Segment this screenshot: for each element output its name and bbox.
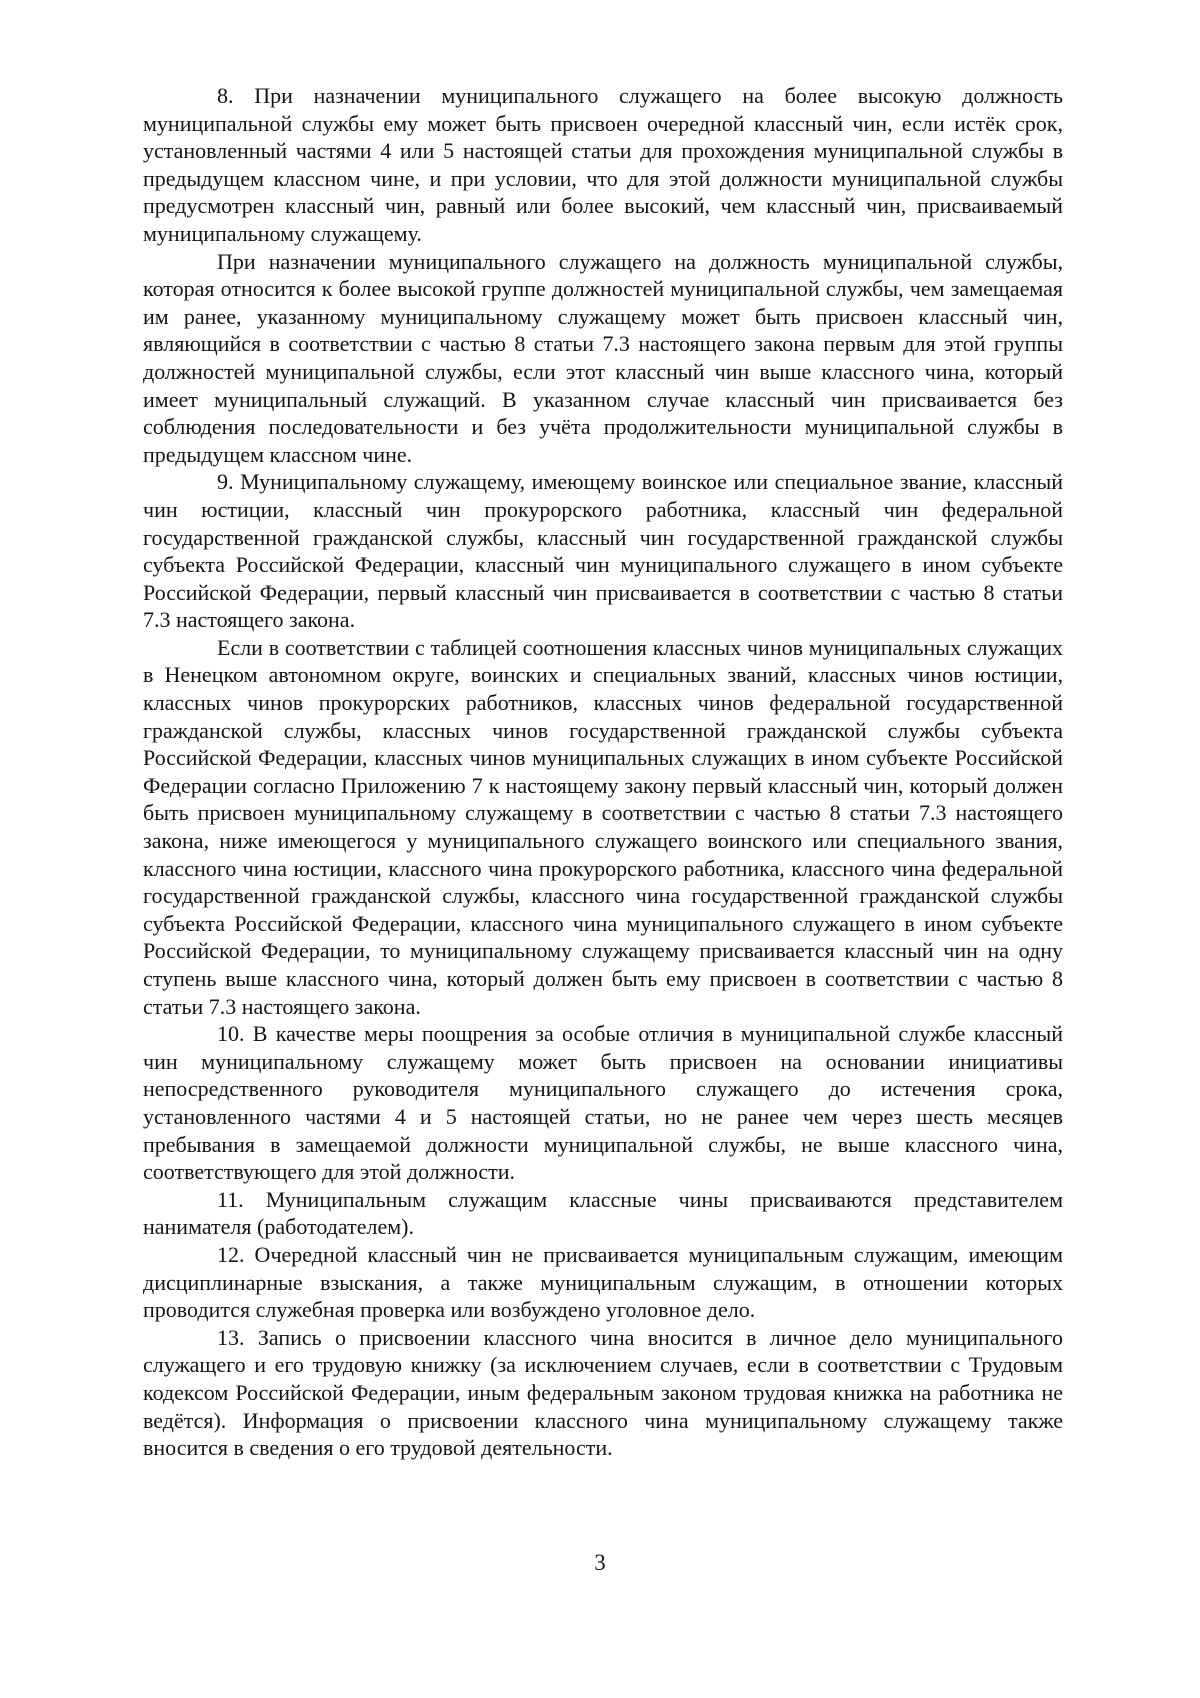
- page-number: 3: [594, 1550, 606, 1575]
- paragraph-8-continued: При назначении муниципального служащего на должность муниципальной службы, которая относится к более высокой группе должностей муниципальной службы, чем замещаемая им ранее, указанному муниципальному служащему может быть присвоен классный чин, являющийся в соответствии с частью 8 статьи 7.3 настоящего закона первым для этой группы должностей муниципальной службы, если этот классный чин выше классного чина, который имеет муниципальный служащий. В указанном случае классный чин присваивается без соблюдения последовательности и без учёта продолжительности муниципальной службы в предыдущем классном чине.: [143, 248, 1063, 467]
- paragraph-9: 9. Муниципальному служащему, имеющему воинское или специальное звание, классный чин юстиции, классный чин прокурорского работника, классный чин федеральной государственной гражданской службы, классный чин государственной гражданской службы субъекта Российской Федерации, классный чин муниципального служащего в ином субъекте Российской Федерации, первый классный чин присваивается в соответствии с частью 8 статьи 7.3 настоящего закона.: [143, 469, 1063, 633]
- paragraph-9-continued: Если в соответствии с таблицей соотношения классных чинов муниципальных служащих в Ненецком автономном округе, воинских и специальных званий, классных чинов юстиции, классных чинов прокурорских работников, классных чинов федеральной государственной гражданской службы, классных чинов государственной гражданской службы субъекта Российской Федерации, классных чинов муниципальных служащих в ином субъекте Российской Федерации согласно Приложению 7 к настоящему закону первый классный чин, который должен быть присвоен муниципальному служащему в соответствии с частью 8 статьи 7.3 настоящего закона, ниже имеющегося у муниципального служащего воинского или специального звания, классного чина юстиции, классного чина прокурорского работника, классного чина федеральной государственной гражданской службы, классного чина государственной гражданской службы субъекта Российской Федерации, классного чина муниципального служащего в ином субъекте Российской Федерации, то муниципальному служащему присваивается классный чин на одну ступень выше классного чина, который должен быть ему присвоен в соответствии с частью 8 статьи 7.3 настоящего закона.: [143, 634, 1063, 1019]
- paragraph-12: 12. Очередной классный чин не присваивается муниципальным служащим, имеющим дисциплинарные взыскания, а также муниципальным служащим, в отношении которых проводится служебная проверка или возбуждено уголовное дело.: [143, 1241, 1063, 1323]
- paragraph-11: 11. Муниципальным служащим классные чины присваиваются представителем нанимателя (работодателем).: [143, 1186, 1063, 1240]
- paragraph-10: 10. В качестве меры поощрения за особые отличия в муниципальной службе классный чин муниципальному служащему может быть присвоен на основании инициативы непосредственного руководителя муниципального служащего до истечения срока, установленного частями 4 и 5 настоящей статьи, но не ранее чем через шесть месяцев пребывания в замещаемой должности муниципальной службы, не выше классного чина, соответствующего для этой должности.: [143, 1021, 1063, 1185]
- document-body: [143, 82, 1063, 1462]
- paragraph-13: 13. Запись о присвоении классного чина вносится в личное дело муниципального служащего и его трудовую книжку (за исключением случаев, если в соответствии с Трудовым кодексом Российской Федерации, иным федеральным законом трудовая книжка на работника не ведётся). Информация о присвоении классного чина муниципальному служащему также вносится в сведения о его трудовой деятельности.: [143, 1324, 1063, 1461]
- paragraph-8: 8. При назначении муниципального служащего на более высокую должность муниципальной службы ему может быть присвоен очередной классный чин, если истёк срок, установленный частями 4 или 5 настоящей статьи для прохождения муниципальной службы в предыдущем классном чине, и при условии, что для этой должности муниципальной службы предусмотрен классный чин, равный или более высокий, чем классный чин, присваиваемый муниципальному служащему.: [143, 83, 1063, 246]
